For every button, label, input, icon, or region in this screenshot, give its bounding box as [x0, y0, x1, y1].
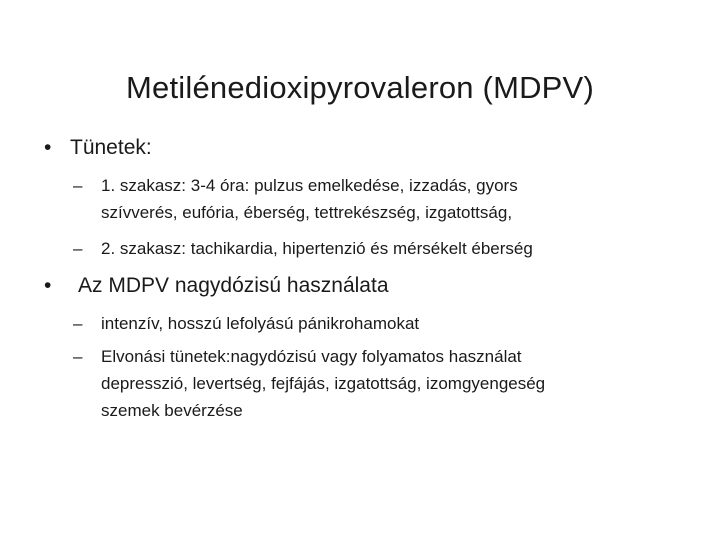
- dash-mark: –: [73, 239, 83, 258]
- bullet-heading: Tünetek:: [70, 136, 152, 159]
- sub-item-line: intenzív, hosszú lefolyású pánikrohamokat: [101, 314, 420, 333]
- sub-item-withdrawal: [73, 343, 546, 424]
- sub-item-stage-1: [73, 172, 518, 226]
- dash-mark: –: [73, 314, 83, 333]
- sub-item-line: szemek bevérzése: [101, 401, 243, 420]
- bullet-heading: Az MDPV nagydózisú használata: [78, 274, 389, 297]
- dash-mark: –: [73, 176, 83, 195]
- sub-item-line: 2. szakasz: tachikardia, hipertenzió és mérsékelt éberség: [101, 239, 533, 258]
- sub-item-line: depresszió, levertség, fejfájás, izgatottság, izomgyengeség: [101, 374, 546, 393]
- sub-item-line: 1. szakasz: 3-4 óra: pulzus emelkedése, izzadás, gyors: [101, 176, 518, 195]
- sub-item-stage-2: [73, 235, 533, 262]
- sub-item-line: Elvonási tünetek:nagydózisú vagy folyamatos használat: [101, 347, 522, 366]
- sub-item-panic: [73, 310, 420, 337]
- bullet-mark: •: [44, 136, 52, 159]
- bullet-mark: •: [44, 274, 52, 297]
- dash-mark: –: [73, 347, 83, 366]
- sub-item-line: szívverés, eufória, éberség, tettrekészség, izgatottság,: [101, 203, 513, 222]
- slide-title: Metilénedioxipyrovaleron (MDPV): [126, 70, 594, 105]
- bullet-symptoms: [44, 134, 152, 162]
- bullet-high-dose: [44, 272, 389, 300]
